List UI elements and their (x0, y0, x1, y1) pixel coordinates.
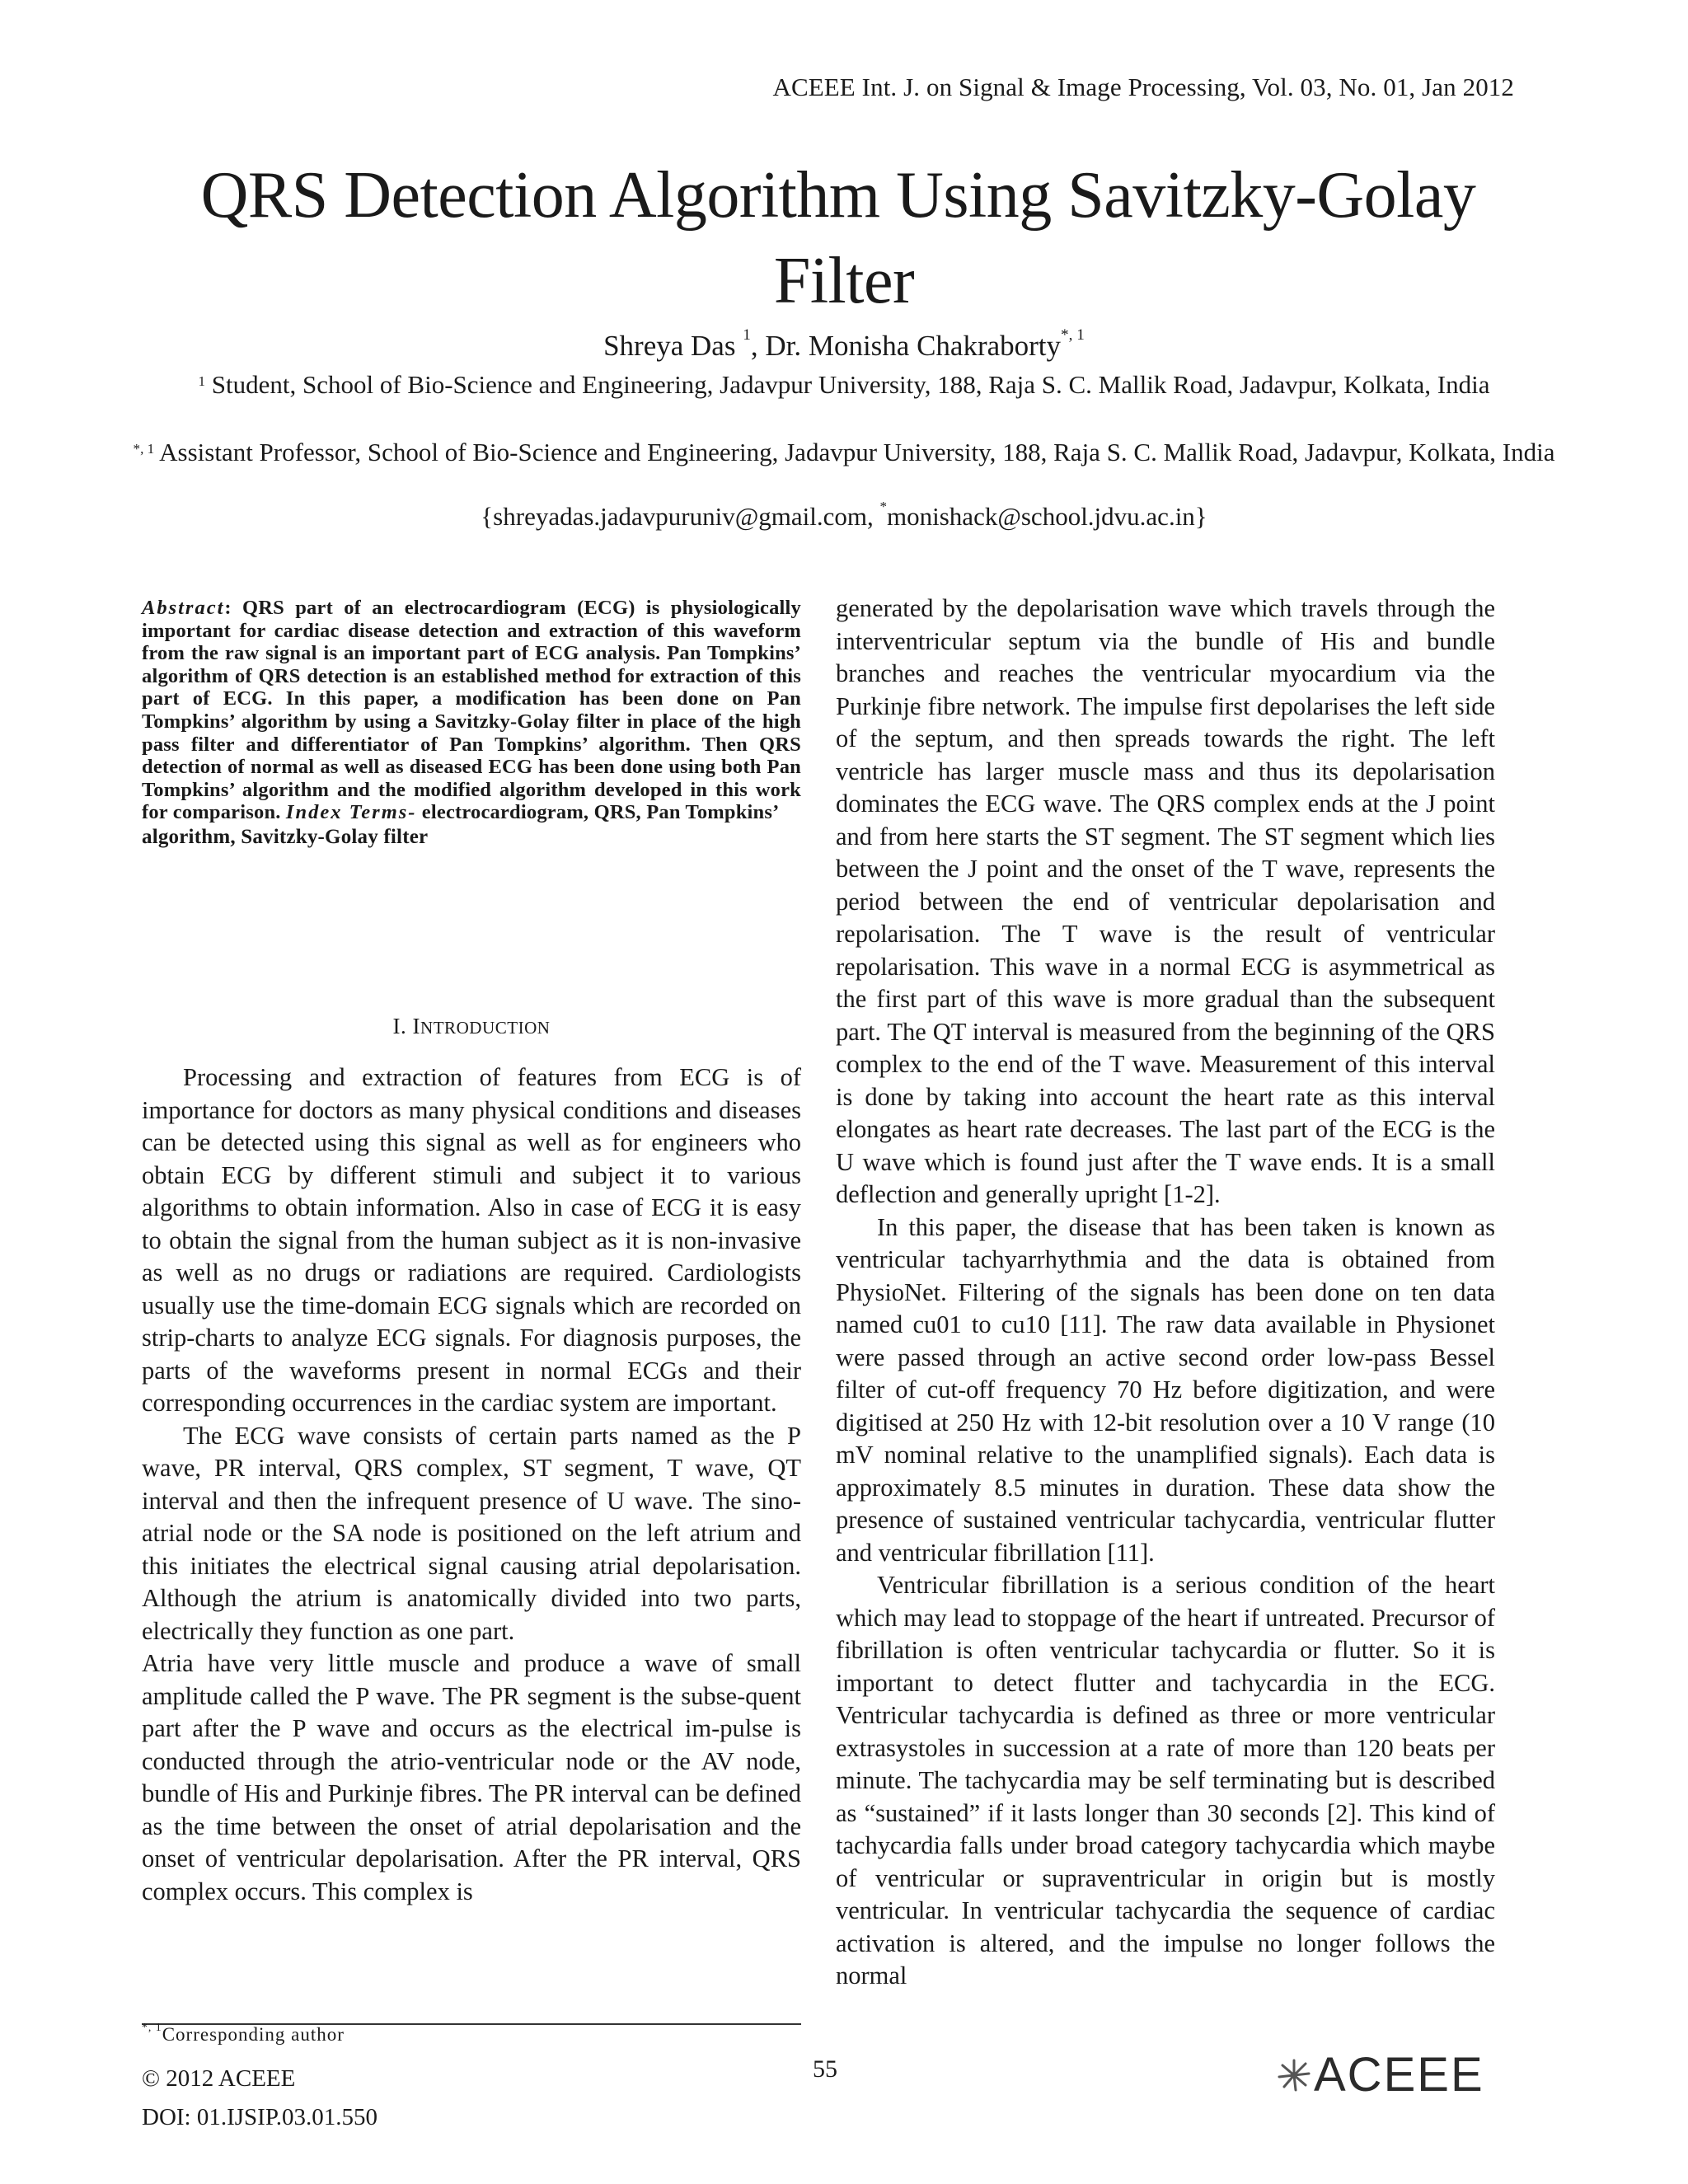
intro-paragraph-1: Processing and extraction of features from ECG is of importance for doctors as many physical conditions and diseases can be detected using this signal as well as for engineers who obtain ECG by different stimuli and subject it to various algorithms to obtain information. Also in case of ECG it is easy to obtain the signal from the human subject as it is non-invasive as well as no drugs or radiations are required. Cardiologists usually use the time-domain ECG signals which are recorded on strip-charts to analyze ECG signals. For diagnosis purposes, the parts of the waveforms present in normal ECGs and their corresponding occurrences in the cardiac system are important. (142, 1063, 801, 1417)
abstract-label: Abstract (142, 597, 225, 619)
paper-title (0, 152, 1688, 324)
footnote (142, 2021, 345, 2046)
author-line (0, 326, 1688, 363)
intro-paragraph-3: Atria have very little muscle and produce a wave of small amplitude called the P wave. The PR segment is the subse-quent part after the P wave and occurs as the electrical im-pulse is conducted through the atrio-ventricular node or the AV node, bundle of His and Purkinje fibres. The PR interval can be defined as the time between the onset of atrial depolarisation and the onset of ventricular depolarisation. After the PR interval, QRS complex occurs. This complex is (142, 1649, 801, 1905)
section-heading-introduction (142, 1014, 801, 1039)
logo-text: ACEEE (1314, 2048, 1484, 2102)
index-terms-2: algorithm, Savitzky-Golay filter (142, 825, 429, 848)
title-line-2: Filter (773, 245, 915, 317)
section-number: I. (392, 1014, 413, 1038)
abstract (142, 597, 801, 849)
author-2-sup: *, 1 (1061, 326, 1085, 344)
page-number: 55 (813, 2055, 837, 2083)
affiliation-1-text: Student, School of Bio-Science and Engineering, Jadavpur University, 188, Raja S. C. Mallik Road, Jadavpur, Kolkata, India (205, 370, 1490, 399)
author-1-sup: 1 (743, 326, 751, 344)
affiliation-1-sup: 1 (198, 373, 205, 389)
section-rest: NTRODUCTION (420, 1018, 551, 1038)
index-terms-label: Index Terms- (285, 801, 417, 824)
doi: DOI: 01.IJSIP.03.01.550 (142, 2104, 377, 2130)
introduction-body (142, 1062, 801, 1908)
affiliation-1 (132, 368, 1556, 401)
affiliation-2-sup: *, 1 (133, 441, 155, 457)
author-2: Dr. Monisha Chakraborty (765, 330, 1062, 362)
index-terms-1: electrocardiogram, QRS, Pan Tompkins’ (416, 801, 780, 824)
author-1: Shreya Das (603, 330, 736, 362)
right-column-body (836, 593, 1495, 1993)
right-paragraph-3: Ventricular fibrillation is a serious condition of the heart which may lead to stoppage of the heart if untreated. Precursor of fibrillation is often ventricular tachycardia or flutter. So it is important to detect flutter and tachycardia in the ECG. Ventricular tachycardia is defined as three or more ventricular extrasystoles in succession at a rate of more than 120 beats per minute. The tachycardia may be self terminating but is described as “sustained” if it lasts longer than 30 seconds [2]. This kind of tachycardia falls under broad category tachycardia which maybe of ventricular or supraventricular in origin but is mostly ventricular. In ventricular tachycardia the sequence of cardiac activation is altered, and the impulse no longer follows the normal (836, 1571, 1495, 1990)
affiliation-2 (132, 436, 1556, 469)
intro-paragraph-2: The ECG wave consists of certain parts named as the P wave, PR interval, QRS complex, ST segment, T wave, QT interval and then the infrequent presence of U wave. The sino- atrial node or the SA node is positioned on the left atrium and this initiates the electrical signal causing atrial depolarisation. Although the atrium is anatomically divided into two parts, electrically they function as one part. (142, 1421, 801, 1645)
right-paragraph-1: generated by the depolarisation wave which travels through the interventricular septum via the bundle of His and bundle branches and reaches the ventricular myocardium via the Purkinje fibre network. The impulse first depolarises the left side of the septum, and then spreads towards the right. The left ventricle has larger muscle mass and thus its depolarisation dominates the ECG wave. The QRS complex ends at the J point and from here starts the ST segment. The ST segment which lies between the J point and the onset of the T wave, represents the period between the end of ventricular depolarisation and repolarisation. The T wave is the result of ventricular repolarisation. This wave in a normal ECG is asymmetrical as the first part of this wave is more gradual than the subsequent part. The QT interval is measured from the beginning of the QRS complex to the end of the T wave. Measurement of this interval is done by taking into account the heart rate as this interval elongates as heart rate decreases. The last part of the ECG is the U wave which is found just after the T wave ends. It is a small deflection and generally upright [1-2]. (836, 594, 1495, 1208)
title-line-1: QRS Detection Algorithm Using Savitzky-Golay (200, 159, 1476, 232)
affiliation-2-text: Assistant Professor, School of Bio-Science and Engineering, Jadavpur University, 188, Raja S. C. Mallik Road, Jadavpur, Kolkata, India (154, 438, 1555, 466)
email-2-sup: * (879, 499, 888, 514)
footnote-sup: *, 1 (142, 2021, 162, 2033)
section-first-letter: I (412, 1014, 420, 1038)
email-1: {shreyadas.jadavpuruniv@gmail.com, (481, 502, 880, 531)
email-2: monishack@school.jdvu.ac.in} (887, 502, 1207, 531)
aceee-logo (1276, 2050, 1497, 2100)
right-paragraph-2: In this paper, the disease that has been taken is known as ventricular tachyarrhythmia and the data is obtained from PhysioNet. Filtering of the signals has been done on ten data named cu01 to cu10 [11]. The raw data available in Physionet were passed through an active second order low-pass Bessel filter of cut-off frequency 70 Hz before digitization, and were digitised at 250 Hz with 12-bit resolution over a 10 V range (10 mV nominal relative to the unamplified signals). Each data is approximately 8.5 minutes in duration. These data show the presence of sustained ventricular tachycardia, ventricular flutter and ventricular fibrillation [11]. (836, 1212, 1495, 1567)
author-separator: , (750, 330, 766, 362)
copyright: © 2012 ACEEE (142, 2065, 296, 2092)
journal-header: ACEEE Int. J. on Signal & Image Processing, Vol. 03, No. 01, Jan 2012 (772, 73, 1514, 101)
footnote-text: Corresponding author (162, 2024, 345, 2045)
email-line (0, 499, 1688, 532)
abstract-text: : QRS part of an electrocardiogram (ECG) is physiologically important for cardiac disease detection and extraction of this waveform from the raw signal is an important part of ECG analysis. Pan Tompkins’ algorithm of QRS detection is an established method for extraction of this part of ECG. In this paper, a modification has been done on Pan Tompkins’ algorithm by using a Savitzky-Golay filter in place of the high pass filter and differentiator of Pan Tompkins’ algorithm. Then QRS detection of normal as well as diseased ECG has been done using both Pan Tompkins’ algorithm and the modified algorithm developed in this work for comparison. (142, 597, 801, 824)
star-burst-icon (1276, 2057, 1312, 2093)
